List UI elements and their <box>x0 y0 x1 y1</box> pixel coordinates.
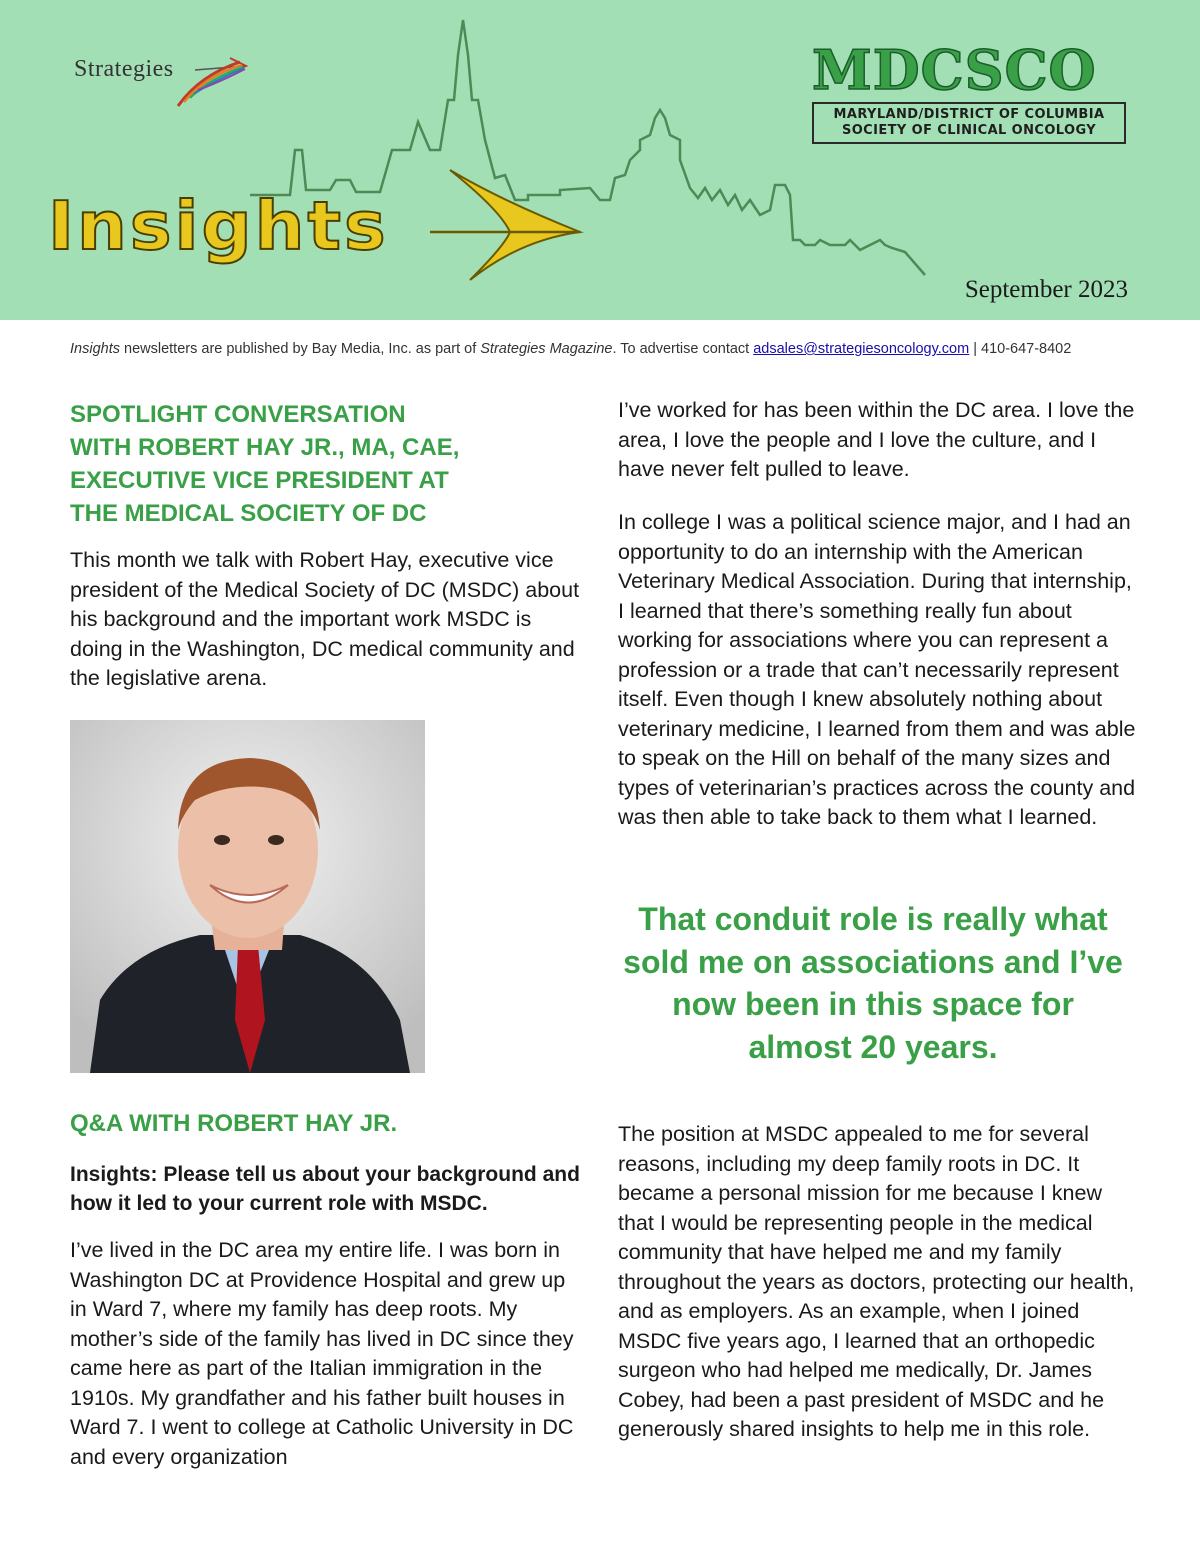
mdcsco-subtitle-box <box>812 102 1126 144</box>
mdcsco-subtitle-line-1: MARYLAND/DISTRICT OF COLUMBIA <box>833 107 1105 122</box>
spotlight-title-line: EXECUTIVE VICE PRESIDENT AT <box>70 467 449 494</box>
qa-heading: Q&A WITH ROBERT HAY JR. <box>70 1110 398 1137</box>
robert-hay-portrait <box>70 720 425 1073</box>
publisher-insights: Insights <box>70 341 120 357</box>
mdcsco-logo: MDCSCO <box>812 38 1097 102</box>
issue-date: September 2023 <box>964 276 1128 303</box>
qa-question: Insights: Please tell us about your background and how it led to your current role with MSDC. <box>70 1163 580 1215</box>
strategies-logo-text: Strategies <box>74 56 174 82</box>
publisher-text-2: . To advertise contact <box>612 341 754 357</box>
mdcsco-subtitle-line-2: SOCIETY OF CLINICAL ONCOLOGY <box>841 123 1097 138</box>
spotlight-title-line: THE MEDICAL SOCIETY OF DC <box>70 500 427 527</box>
right-paragraph-1: I’ve worked for has been within the DC area. I love the area, I love the people and I love the culture, and I have never felt pulled to leave. <box>618 398 1135 481</box>
spotlight-title <box>70 398 570 530</box>
spotlight-intro: This month we talk with Robert Hay, executive vice president of the Medical Society of DC (MSDC) about his background and the important work MSDC is doing in the Washington, DC medical community and the legislative arena. <box>70 548 580 690</box>
qa-answer: I’ve lived in the DC area my entire life. I was born in Washington DC at Providence Hospital and grew up in Ward 7, where my family has deep roots. My mother’s side of the family has lived in DC since they came here as part of the Italian immigration in the 1910s. My grandfather and his father built houses in Ward 7. I went to college at Catholic University in DC and every organization <box>70 1238 574 1469</box>
spotlight-title-line: SPOTLIGHT CONVERSATION <box>70 401 406 428</box>
spotlight-title-line: WITH ROBERT HAY JR., MA, CAE, <box>70 434 460 461</box>
insights-arrow-graphic <box>410 160 600 290</box>
advertising-email-link[interactable]: adsales@strategiesoncology.com <box>753 341 970 357</box>
left-column <box>70 398 590 694</box>
publisher-line <box>70 341 1150 357</box>
publisher-magazine: Strategies Magazine <box>480 341 613 357</box>
pull-quote: That conduit role is really what sold me on associations and I’ve now been in this space for almost 20 years. <box>623 901 1123 1065</box>
publisher-phone: | 410-647-8402 <box>969 341 1072 357</box>
newsletter-banner <box>0 0 1200 320</box>
right-paragraph-2: In college I was a political science major, and I had an opportunity to do an internship with the American Veterinary Medical Association. During that internship, I learned that there’s something really fun about working for associations where you can represent a profession or a trade that can’t necessarily represent itself. Even though I knew absolutely nothing about veterinary medicine, I learned from them and was able to speak on the Hill on behalf of the many sizes and types of veterinarian’s practices across the county and was then able to take back to them what I learned. <box>618 510 1136 829</box>
insights-logo: Insights <box>48 187 389 265</box>
right-paragraph-3: The position at MSDC appealed to me for several reasons, including my deep family roots in DC. It became a personal mission for me because I knew that I would be representing people in the medical community that have helped me and my family throughout the years as doctors, protecting our health, and as employers. As an example, when I joined MSDC five years ago, I learned that an orthopedic surgeon who had helped me medically, Dr. James Cobey, had been a past president of MSDC and he generously shared insights to help me in this role. <box>618 1122 1135 1441</box>
publisher-text-1: newsletters are published by Bay Media, Inc. as part of <box>119 341 481 357</box>
portrait-illustration <box>70 720 425 1073</box>
